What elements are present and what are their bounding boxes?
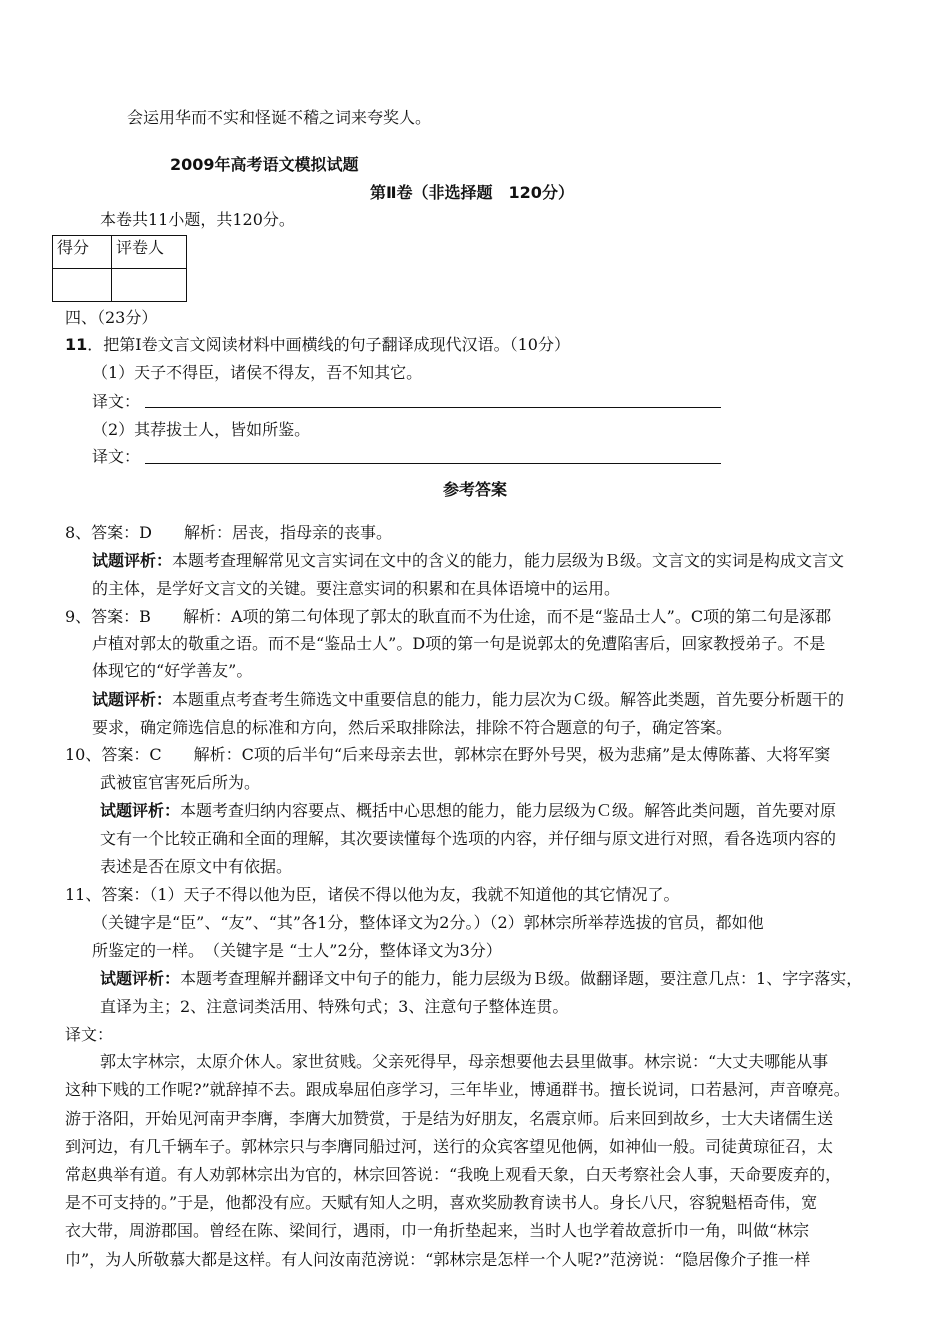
answer-8-eval xyxy=(92,551,844,571)
score-cell[interactable] xyxy=(53,269,112,302)
answer-10-eval-text: 本题考查归纳内容要点、概括中心思想的能力，能力层级为Ｃ级。解答此类问题，首先要对原 xyxy=(180,801,837,820)
answer-11-line-3: 所鉴定的一样。 （关键字是 “士人”2分，整体译文为3分） xyxy=(92,941,502,960)
translation-label-1: 译文： xyxy=(92,392,141,411)
answer-9-eval xyxy=(92,690,844,710)
answer-10-eval-cont: 文有一个比较正确和全面的理解，其次要读懂每个选项的内容，并仔细与原文进行对照，看各选项内容的 xyxy=(100,829,837,848)
analysis-label: 试题评析： xyxy=(100,969,181,988)
answer-9: 9、答案：B 解析：A项的第二句体现了郭太的耿直而不为仕途，而不是“鉴品士人”。C项的第二句是涿郡 xyxy=(65,607,832,626)
question-11-sentence-1: （1）天子不得臣，诸侯不得友，吾不知其它。 xyxy=(92,363,423,382)
answers-title: 参考答案 xyxy=(443,480,508,499)
answer-10-eval xyxy=(100,801,836,821)
translation-line: 游于洛阳，开始见河南尹李膺，李膺大加赞赏，于是结为好朋友，名震京师。后来回到故乡，士大夫诸儒生送 xyxy=(65,1109,834,1128)
top-line: 会运用华而不实和怪诞不稽之词来夸奖人。 xyxy=(127,108,432,127)
part-four-heading: 四、（23分） xyxy=(65,308,158,327)
answer-8-eval-text: 本题考查理解常见文言实词在文中的含义的能力，能力层级为Ｂ级。文言文的实词是构成文言文 xyxy=(172,551,845,570)
translation-line: 郭太字林宗，太原介休人。家世贫贱。父亲死得早，母亲想要他去县里做事。林宗说：“大丈夫哪能从事 xyxy=(100,1052,829,1071)
grader-cell[interactable] xyxy=(112,269,187,302)
answer-10: 10、答案：C 解析：C项的后半句“后来母亲去世，郭林宗在野外号哭，极为悲痛”是太傅陈蕃、大将军窦 xyxy=(65,745,831,764)
answer-8: 8、答案：D 解析：居丧，指母亲的丧事。 xyxy=(65,523,393,542)
question-11-number: 11 xyxy=(65,335,88,354)
answer-10-eval-cont-2: 表述是否在原文中有依据。 xyxy=(100,857,293,876)
answer-9-eval-cont: 要求，确定筛选信息的标准和方向，然后采取排除法，排除不符合题意的句子，确定答案。 xyxy=(92,718,733,737)
answer-line-2[interactable] xyxy=(145,463,721,464)
answer-9-eval-text: 本题重点考查考生筛选文中重要信息的能力，能力层次为Ｃ级。解答此类题，首先要分析题干的 xyxy=(172,690,845,709)
translation-line: 巾”，为人所敬慕大都是这样。有人问汝南范滂说：“郭林宗是怎样一个人呢?”范滂说：“隐居像介子推一样 xyxy=(65,1250,811,1269)
translation-line: 是不可支持的。”于是，他都没有应。天赋有知人之明，喜欢奖励教育读书人。身长八尺，容貌魁梧奇伟，宽 xyxy=(65,1193,818,1212)
exam-title: 2009年高考语文模拟试题 xyxy=(170,155,359,174)
translation-line: 这种下贱的工作呢?”就辞掉不去。跟成皋屈伯彦学习，三年毕业，博通群书。擅长说词，口若悬河，声音嘹亮。 xyxy=(65,1080,850,1099)
answer-9-line-3: 体现它的“好学善友”。 xyxy=(92,661,253,680)
score-header: 得分 xyxy=(53,236,112,269)
translation-line: 衣大带，周游郡国。曾经在陈、梁间行，遇雨，巾一角折垫起来，当时人也学着故意折巾一角，叫做“林宗 xyxy=(65,1221,810,1240)
translation-line: 常赵典举有道。有人劝郭林宗出为官的，林宗回答说：“我晚上观看天象，白天考察社会人事，天命要废弃的， xyxy=(65,1165,842,1184)
answer-line-1[interactable] xyxy=(145,407,721,408)
answer-11-eval-text: 本题考查理解并翻译文中句子的能力，能力层级为Ｂ级。做翻译题，要注意几点：1、字字落实， xyxy=(180,969,863,988)
answer-11-eval xyxy=(100,969,862,989)
section-note: 本卷共11小题，共120分。 xyxy=(100,210,295,229)
answer-8-eval-cont: 的主体，是学好文言文的关键。要注意实词的积累和在具体语境中的运用。 xyxy=(92,579,621,598)
answer-10-line-2: 武被宦官害死后所为。 xyxy=(100,773,261,792)
translation-line: 到河边，有几千辆车子。郭林宗只与李膺同船过河，送行的众宾客望见他俩，如神仙一般。司徒黄琼征召，太 xyxy=(65,1137,834,1156)
question-11-text: ．把第Ⅰ卷文言文阅读材料中画横线的句子翻译成现代汉语。（10分） xyxy=(87,335,570,354)
analysis-label: 试题评析： xyxy=(92,551,173,570)
answer-9-line-2: 卢植对郭太的敬重之语。而不是“鉴品士人”。D项的第一句是说郭太的免遭陷害后，回家教授弟子。不是 xyxy=(92,634,826,653)
analysis-label: 试题评析： xyxy=(100,801,181,820)
question-11 xyxy=(65,335,570,355)
answer-11-line-2: （关键字是“臣”、“友”、“其”各1分，整体译文为2分。）（2）郭林宗所举荐选拔的官员，都如他 xyxy=(92,913,764,932)
score-table xyxy=(52,235,187,302)
translation-label-2: 译文： xyxy=(92,447,141,466)
translation-label: 译文： xyxy=(65,1025,114,1044)
grader-header: 评卷人 xyxy=(112,236,187,269)
answer-11: 11、答案：（1）天子不得以他为臣，诸侯不得以他为友，我就不知道他的其它情况了。 xyxy=(65,885,680,904)
analysis-label: 试题评析： xyxy=(92,690,173,709)
answer-11-eval-cont: 直译为主；2、注意词类活用、特殊句式；3、注意句子整体连贯。 xyxy=(100,997,569,1016)
question-11-sentence-2: （2）其荐拔士人，皆如所鉴。 xyxy=(92,420,311,439)
section-title: 第Ⅱ卷（非选择题 120分） xyxy=(370,183,574,202)
